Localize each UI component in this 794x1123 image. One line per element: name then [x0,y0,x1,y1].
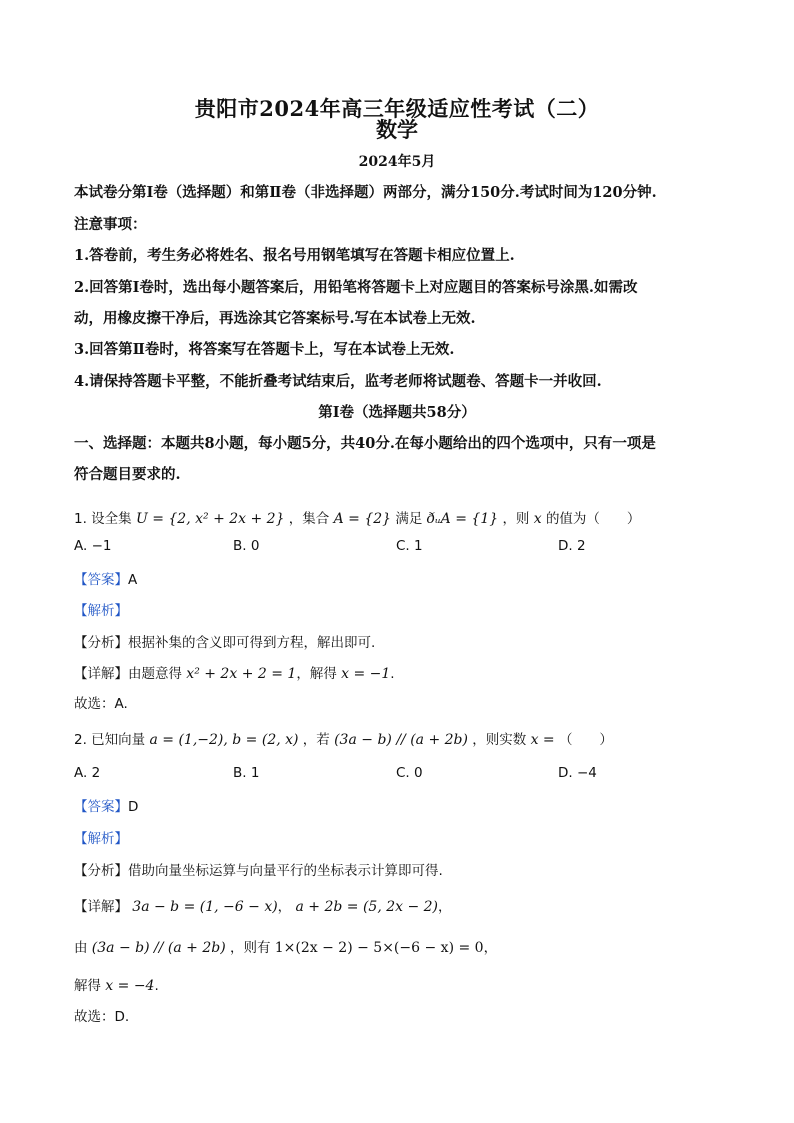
notice-title: 注意事项： [74,216,147,233]
q2-tail: ，则实数 [472,732,527,748]
q2-answer-value: D [128,799,139,815]
q2-detail [74,895,452,915]
q1-fenxi-text: 根据补集的含义即可得到方程，解出即可. [128,635,376,651]
notice-4: 4.请保持答题卡平整，不能折叠考试结束后，监考老师将试题卷、答题卡一并收回. [74,373,602,390]
q2-solve-a: 解得 [74,978,101,994]
q1-detail-res: x = −1 [341,666,391,682]
q1-detail-end: . [390,666,395,682]
q2-option-d: D. −4 [558,765,597,781]
q2-eq1: 3a − b = (1, −6 − x) [132,899,278,915]
notice-2a: 2.回答第Ⅰ卷时，选出每小题答案后，用铅笔将答题卡上对应题目的答案标号涂黑.如需改 [74,279,638,296]
q1-set-u: U = {2, x² + 2x + 2} [135,511,285,527]
q2-answer-tag: 【答案】 [74,799,128,815]
exam-subject: 数学 [376,117,418,142]
q2-var: x = [530,732,555,748]
q2-cond2: (3a − b) // (a + 2b) [91,940,226,956]
q1-complement: ðᵤA = {1} [426,511,499,527]
q2-detail-tag: 【详解】 [74,899,128,915]
q1-set-a: A = {2} [333,511,392,527]
q2-sep2: ， [438,899,452,915]
q2-sep3: ， [483,940,498,956]
notice-1: 1.答卷前，考生务必将姓名、报名号用钢笔填写在答题卡相应位置上. [74,247,515,264]
q2-solve [74,974,159,994]
q2-sep: ， [277,899,292,915]
section-desc-2: 符合题目要求的. [74,466,181,483]
q1-satisfy: 满足 [395,511,423,527]
q2-mid: ，若 [302,732,330,748]
q1-detail-a: 由题意得 [128,666,182,682]
q1-detail [74,662,395,682]
q2-option-a: A. 2 [74,765,101,781]
q2-vectors: a = (1,−2), b = (2, x) [149,732,299,748]
q1-answer-value: A [128,572,138,588]
q2-cond: (3a − b) // (a + 2b) [334,732,468,748]
q1-choose: 故选：A. [74,696,128,712]
q1-detail-tag: 【详解】 [74,666,128,682]
section-heading: 第Ⅰ卷（选择题共58分） [318,404,476,421]
q1-option-c: C. 1 [396,538,423,554]
q2-fenxi-text: 借助向量坐标运算与向量平行的坐标表示计算即可得. [128,863,443,879]
exam-title: 贵阳市2024年高三年级适应性考试（二） [194,96,600,121]
q1-var: x [533,511,542,527]
q2-by: 由 [74,940,88,956]
notice-3: 3.回答第Ⅱ卷时，将答案写在答题卡上，写在本试卷上无效. [74,341,455,358]
q1-detail-b: ，解得 [296,666,337,682]
q2-parallel [74,936,497,956]
q1-mid: ，集合 [288,511,330,527]
q2-eq3: 1×(2x − 2) − 5×(−6 − x) = 0 [274,940,484,956]
q2-then: ，则有 [229,940,271,956]
q1-answer [74,568,137,588]
intro-line: 本试卷分第Ⅰ卷（选择题）和第Ⅱ卷（非选择题）两部分，满分150分.考试时间为120分钟. [74,184,657,201]
q1-fenxi [74,631,375,651]
q1-tail: ，则 [502,511,530,527]
section-desc-1: 一、选择题：本题共8小题，每小题5分，共40分.在每小题给出的四个选项中，只有一项是 [74,435,656,452]
q2-prefix: 2. 已知向量 [74,732,146,748]
q2-stem [74,728,613,748]
q2-analysis-tag: 【解析】 [74,831,128,847]
q2-eq2: a + 2b = (5, 2x − 2) [295,899,439,915]
q2-tail2: （ ） [558,732,613,748]
q1-tail2: 的值为（ ） [545,511,641,527]
q2-fenxi-tag: 【分析】 [74,863,128,879]
q1-fenxi-tag: 【分析】 [74,635,128,651]
q2-analysis [74,827,128,847]
q1-option-d: D. 2 [558,538,586,554]
q2-answer [74,795,138,815]
q1-stem [74,507,640,527]
q2-solve-res: x = −4 [105,978,155,994]
q1-analysis-tag: 【解析】 [74,603,128,619]
q1-prefix: 1. 设全集 [74,511,132,527]
q2-solve-end: . [154,978,159,994]
notice-2b: 动，用橡皮擦干净后，再选涂其它答案标号.写在本试卷上无效. [74,310,476,327]
exam-date: 2024年5月 [358,154,436,170]
q1-analysis [74,599,128,619]
q1-detail-eq: x² + 2x + 2 = 1 [186,666,297,682]
q1-answer-tag: 【答案】 [74,572,128,588]
q2-choose: 故选：D. [74,1009,130,1025]
q2-fenxi [74,859,443,879]
q2-option-b: B. 1 [233,765,260,781]
q1-option-b: B. 0 [233,538,260,554]
q2-option-c: C. 0 [396,765,423,781]
q1-option-a: A. −1 [74,538,112,554]
